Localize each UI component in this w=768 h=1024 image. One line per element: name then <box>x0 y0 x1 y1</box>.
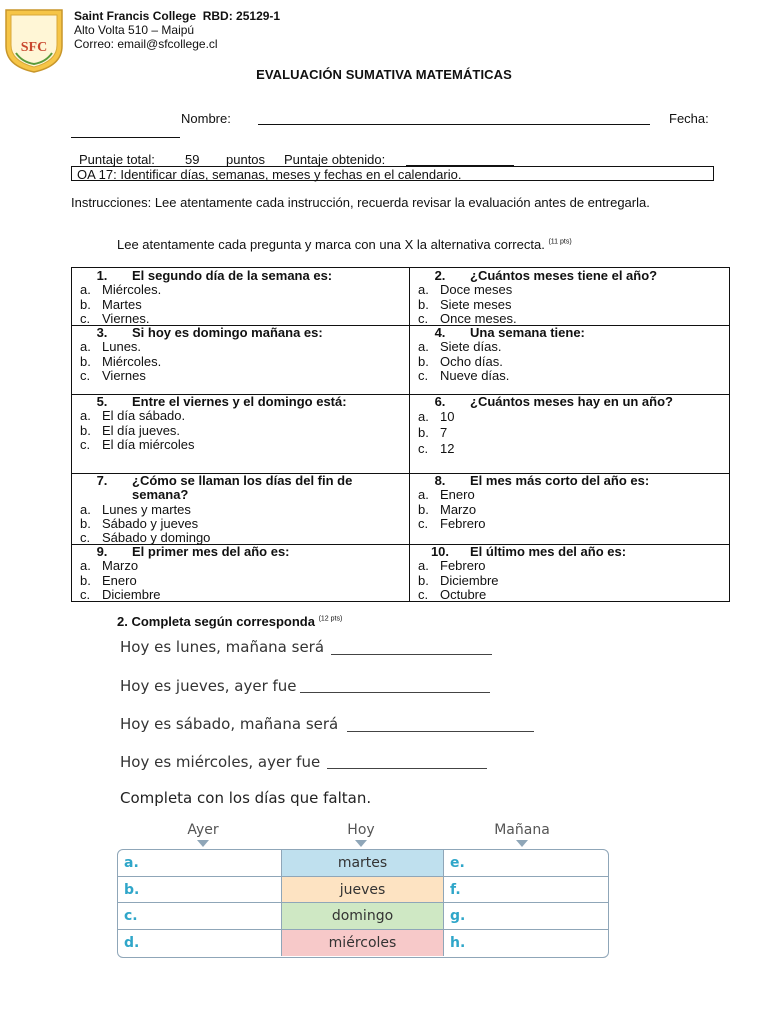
option-letter: b. <box>80 572 91 588</box>
ayer-answer-cell[interactable]: d. <box>124 934 140 951</box>
option-letter: c. <box>418 310 429 326</box>
option-letter: b. <box>418 501 429 517</box>
option-text: El día jueves. <box>102 422 181 438</box>
question-number: 4. <box>434 325 446 340</box>
option-letter: a. <box>80 501 91 517</box>
question-10 <box>410 545 730 603</box>
answer-option[interactable] <box>72 503 409 517</box>
question-header <box>410 474 730 488</box>
school-name: Saint Francis College <box>74 9 197 23</box>
answer-option[interactable] <box>72 588 409 602</box>
answer-option[interactable] <box>410 425 730 441</box>
puntaje-total-value: 59 <box>185 152 200 167</box>
days-row <box>118 850 608 877</box>
question-number: 9. <box>96 544 108 559</box>
page-title: EVALUACIÓN SUMATIVA MATEMÁTICAS <box>256 67 512 82</box>
instructions: Instrucciones: Lee atentamente cada instrucción, recuerda revisar la evaluación antes de entregarla. <box>71 195 650 210</box>
question-text: El mes más corto del año es: <box>470 473 650 488</box>
hoy-day-cell: jueves <box>281 877 444 903</box>
sentence-3-answer-line[interactable] <box>347 731 534 732</box>
option-letter: a. <box>80 339 91 355</box>
section1-prompt <box>117 237 572 252</box>
objective-box: OA 17: Identificar días, semanas, meses y fechas en el calendario. <box>71 166 714 181</box>
answer-option[interactable] <box>72 574 409 588</box>
option-text: Febrero <box>440 558 486 574</box>
option-text: Doce meses <box>440 282 513 298</box>
answer-option[interactable] <box>410 488 730 502</box>
option-letter: a. <box>418 339 429 355</box>
answer-option[interactable] <box>72 283 409 297</box>
option-text: Diciembre <box>102 586 161 602</box>
question-text: ¿Cómo se llaman los días del fin de semana? <box>132 473 353 503</box>
question-text: ¿Cuántos meses hay en un año? <box>470 394 673 409</box>
question-header <box>410 545 730 559</box>
option-text: Enero <box>102 572 137 588</box>
answer-option[interactable] <box>410 588 730 602</box>
option-letter: c. <box>418 367 429 383</box>
days-row <box>118 877 608 904</box>
option-letter: a. <box>418 282 429 298</box>
header-manana: Mañana <box>494 822 550 838</box>
days-row <box>118 903 608 930</box>
question-number: 3. <box>96 325 108 340</box>
answer-option[interactable] <box>410 574 730 588</box>
question-4 <box>410 326 730 394</box>
answer-option[interactable] <box>410 503 730 517</box>
answer-option[interactable] <box>410 441 730 457</box>
answer-option[interactable] <box>410 298 730 312</box>
option-letter: b. <box>80 515 91 531</box>
manana-answer-cell[interactable]: g. <box>450 908 466 924</box>
logo-text: SFC <box>20 40 48 55</box>
option-text: Enero <box>440 487 475 503</box>
ayer-answer-cell[interactable]: a. <box>124 855 139 871</box>
answer-option[interactable] <box>410 409 730 425</box>
school-rbd: RBD: 25129-1 <box>202 9 281 23</box>
sentence-2: Hoy es jueves, ayer fue <box>120 677 297 695</box>
days-table <box>117 849 609 958</box>
option-text: Ocho días. <box>440 353 503 369</box>
question-number: 7. <box>96 473 108 488</box>
option-text: Lunes. <box>102 339 142 355</box>
question-number: 2. <box>434 268 446 283</box>
answer-option[interactable] <box>410 355 730 369</box>
option-text: Sábado y domingo <box>102 530 211 546</box>
arrow-down-icon <box>516 840 528 847</box>
option-text: Diciembre <box>440 572 499 588</box>
manana-answer-cell[interactable]: h. <box>450 934 466 951</box>
question-text: Una semana tiene: <box>470 325 585 340</box>
option-text: Lunes y martes <box>102 501 191 517</box>
hoy-day-cell: domingo <box>281 903 444 929</box>
option-text: 10 <box>440 409 455 425</box>
option-letter: c. <box>80 310 91 326</box>
question-5 <box>72 395 409 473</box>
option-letter: c. <box>418 441 429 457</box>
option-text: Marzo <box>102 558 139 574</box>
answer-option[interactable] <box>410 559 730 573</box>
option-letter: c. <box>80 586 91 602</box>
option-text: Marzo <box>440 501 477 517</box>
question-6 <box>410 395 730 473</box>
sentence-3: Hoy es sábado, mañana será <box>120 715 339 733</box>
answer-option[interactable] <box>410 340 730 354</box>
question-number: 1. <box>96 268 108 283</box>
answer-option[interactable] <box>72 409 409 423</box>
answer-option[interactable] <box>72 355 409 369</box>
option-letter: a. <box>418 558 429 574</box>
arrow-down-icon <box>197 840 209 847</box>
option-text: Siete días. <box>440 339 502 355</box>
manana-answer-cell[interactable]: f. <box>450 881 461 898</box>
option-text: Martes <box>102 296 142 312</box>
ayer-answer-cell[interactable]: b. <box>124 881 140 898</box>
option-letter: b. <box>418 296 429 312</box>
puntaje-total-label: Puntaje total: <box>79 152 155 167</box>
puntaje-obtenido-label: Puntaje obtenido: <box>284 152 386 167</box>
sentence-2-answer-line[interactable] <box>300 692 490 693</box>
section1-points: (11 pts) <box>548 238 572 246</box>
days-subtitle: Completa con los días que faltan. <box>120 789 372 807</box>
option-letter: c. <box>80 367 91 383</box>
option-letter: c. <box>80 436 91 452</box>
option-text: El día sábado. <box>102 408 186 424</box>
option-text: Siete meses <box>440 296 512 312</box>
option-text: Miércoles. <box>102 353 162 369</box>
question-text: El primer mes del año es: <box>132 544 290 559</box>
sentence-4-answer-line[interactable] <box>327 768 487 769</box>
option-letter: b. <box>80 353 91 369</box>
sentence-1-answer-line[interactable] <box>331 654 492 655</box>
option-text: Sábado y jueves <box>102 515 199 531</box>
question-text: El último mes del año es: <box>470 544 627 559</box>
section2-points: (12 pts) <box>318 615 343 623</box>
question-header <box>72 474 409 503</box>
school-logo <box>2 6 66 74</box>
option-letter: a. <box>80 282 91 298</box>
option-letter: c. <box>418 515 429 531</box>
option-text: Miércoles. <box>102 282 162 298</box>
hoy-day-cell: martes <box>281 850 444 876</box>
option-letter: a. <box>80 408 91 424</box>
option-letter: b. <box>80 296 91 312</box>
option-letter: b. <box>418 425 429 441</box>
question-1 <box>72 269 409 325</box>
option-letter: a. <box>418 409 429 425</box>
sentence-4: Hoy es miércoles, ayer fue <box>120 753 321 771</box>
answer-option[interactable] <box>72 438 409 452</box>
school-address: Alto Volta 510 – Maipú <box>74 23 195 37</box>
option-text: Octubre <box>440 586 487 602</box>
answer-option[interactable] <box>72 559 409 573</box>
question-7 <box>72 474 409 544</box>
question-8 <box>410 474 730 544</box>
sentence-1: Hoy es lunes, mañana será <box>120 638 325 656</box>
question-3 <box>72 326 409 394</box>
answer-option[interactable] <box>410 369 730 383</box>
question-text: Si hoy es domingo mañana es: <box>132 325 323 340</box>
question-number: 6. <box>434 394 446 409</box>
manana-answer-cell[interactable]: e. <box>450 855 465 871</box>
school-email: Correo: email@sfcollege.cl <box>74 37 218 51</box>
option-text: Viernes <box>102 367 146 383</box>
question-header <box>410 326 730 340</box>
question-9 <box>72 545 409 603</box>
question-text: El segundo día de la semana es: <box>132 268 333 283</box>
nombre-field[interactable] <box>258 124 650 125</box>
arrow-down-icon <box>355 840 367 847</box>
question-header <box>72 395 409 409</box>
question-2 <box>410 269 730 325</box>
hoy-day-cell: miércoles <box>281 930 444 957</box>
answer-option[interactable] <box>72 340 409 354</box>
question-text: ¿Cuántos meses tiene el año? <box>470 268 658 283</box>
question-number: 10. <box>430 544 450 559</box>
nombre-label: Nombre: <box>181 111 231 126</box>
option-letter: b. <box>418 353 429 369</box>
option-letter: a. <box>418 487 429 503</box>
header-ayer: Ayer <box>187 822 219 838</box>
question-header <box>72 545 409 559</box>
questions-table <box>71 267 730 602</box>
puntos-label: puntos <box>226 152 266 167</box>
answer-option[interactable] <box>72 298 409 312</box>
days-row <box>118 930 608 957</box>
option-text: Nueve días. <box>440 367 510 383</box>
question-header <box>410 269 730 283</box>
option-text: Viernes. <box>102 310 150 326</box>
section2-title <box>117 614 342 629</box>
option-text: 12 <box>440 441 455 457</box>
ayer-answer-cell[interactable]: c. <box>124 908 138 924</box>
fecha-field[interactable] <box>71 137 180 138</box>
answer-option[interactable] <box>410 283 730 297</box>
section1-prompt-text: Lee atentamente cada pregunta y marca con una X la alternativa correcta. <box>117 237 545 252</box>
question-number: 8. <box>434 473 446 488</box>
option-letter: c. <box>80 530 91 546</box>
option-letter: c. <box>418 586 429 602</box>
answer-option[interactable] <box>72 424 409 438</box>
question-text: Entre el viernes y el domingo está: <box>132 394 347 409</box>
fecha-label: Fecha: <box>669 111 709 126</box>
option-letter: b. <box>418 572 429 588</box>
answer-option[interactable] <box>72 369 409 383</box>
question-header <box>72 326 409 340</box>
option-text: Febrero <box>440 515 486 531</box>
option-letter: a. <box>80 558 91 574</box>
header-hoy: Hoy <box>347 822 375 838</box>
answer-option[interactable] <box>72 517 409 531</box>
answer-option[interactable] <box>410 517 730 531</box>
question-header <box>410 395 730 409</box>
section2-title-text: 2. Completa según corresponda <box>117 614 315 629</box>
option-text: 7 <box>440 425 448 441</box>
option-text: El día miércoles <box>102 436 195 452</box>
question-number: 5. <box>96 394 108 409</box>
question-header <box>72 269 409 283</box>
option-letter: b. <box>80 422 91 438</box>
school-info <box>74 9 280 51</box>
option-text: Once meses. <box>440 310 517 326</box>
